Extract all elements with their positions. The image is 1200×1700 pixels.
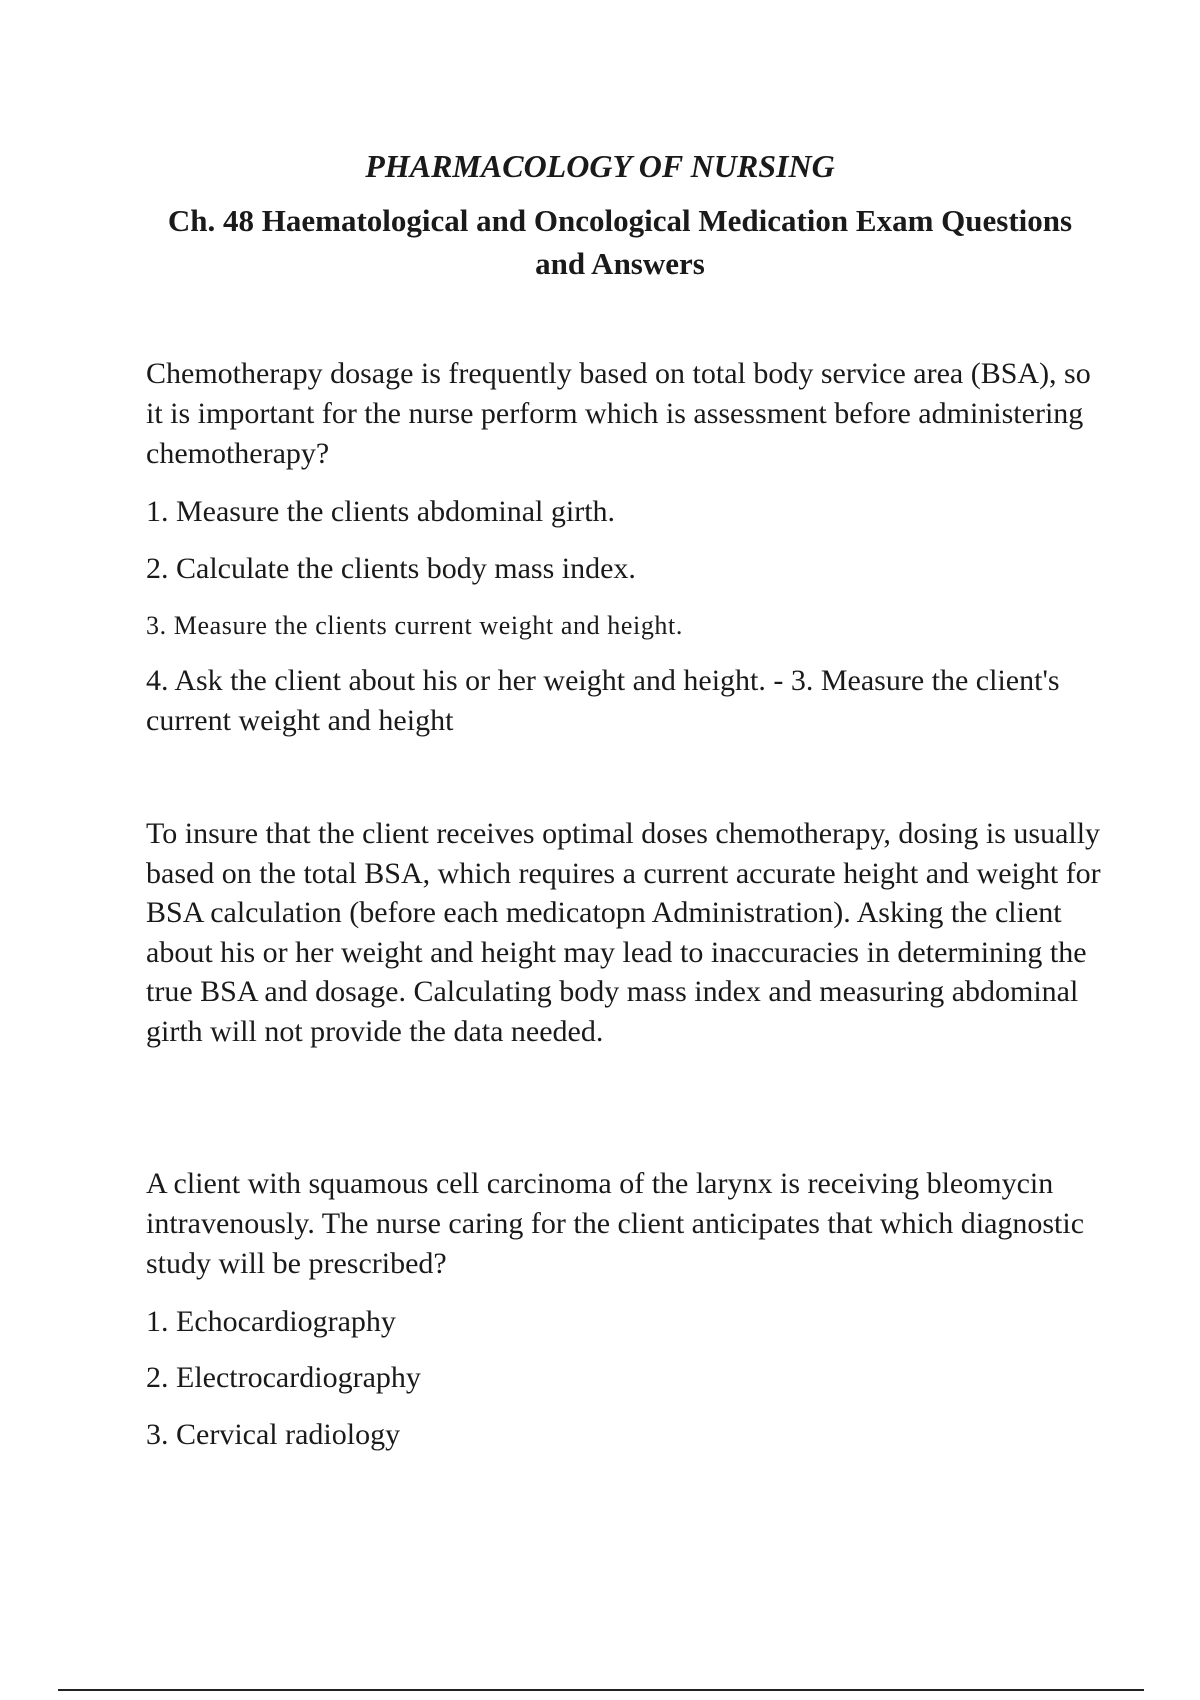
question-2-option-1: 1. Echocardiography <box>146 1305 396 1338</box>
question-1-option-1: 1. Measure the clients abdominal girth. <box>146 495 616 528</box>
question-1-option-2: 2. Calculate the clients body mass index. <box>146 552 636 585</box>
question-1-option-4-with-answer: 4. Ask the client about his or her weight and height. - 3. Measure the client's current weight and height <box>146 664 1060 737</box>
question-2-stem: A client with squamous cell carcinoma of the larynx is receiving bleomycin intravenously. The nurse caring for the client anticipates that which diagnostic study will be prescribed? <box>146 1167 1085 1280</box>
question-1-option-3: 3. Measure the clients current weight and height. <box>146 611 683 640</box>
footer-divider <box>58 1689 1144 1691</box>
question-2-option-3: 3. Cervical radiology <box>146 1418 401 1451</box>
question-1-rationale: To insure that the client receives optimal doses chemotherapy, dosing is usually based on the total BSA, which requires a current accurate height and weight for BSA calculation (before each medicatopn Administration). Asking the client about his or her weight and height may lead to inaccuracies in determining the true BSA and dosage. Calculating body mass index and measuring abdominal girth will not provide the data needed. <box>146 817 1101 1048</box>
document-subtitle: Ch. 48 Haematological and Oncological Medication Exam Questions and Answers <box>167 203 1073 281</box>
document-title: PHARMACOLOGY OF NURSING <box>365 148 835 184</box>
question-1-stem: Chemotherapy dosage is frequently based on total body service area (BSA), so it is important for the nurse perform which is assessment before administering chemotherapy? <box>146 357 1091 470</box>
question-2-option-2: 2. Electrocardiography <box>146 1361 421 1394</box>
